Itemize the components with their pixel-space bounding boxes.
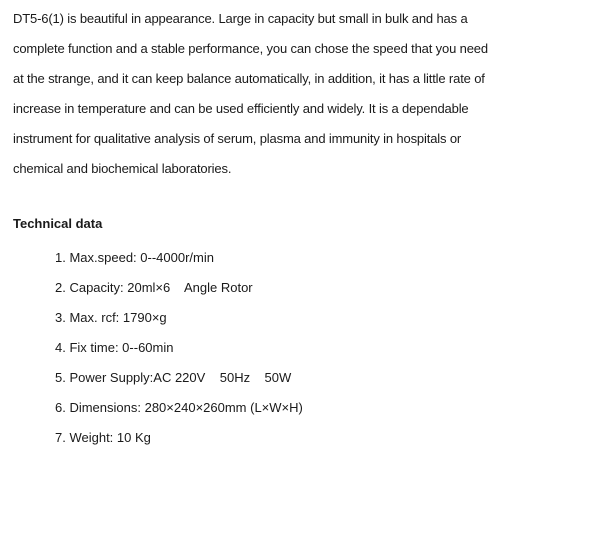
spec-fix-time: 4. Fix time: 0--60min xyxy=(55,340,174,355)
description-line: complete function and a stable performance, you can chose the speed that you need xyxy=(13,41,488,56)
description-line: instrument for qualitative analysis of serum, plasma and immunity in hospitals or xyxy=(13,131,462,146)
description-line: DT5-6(1) is beautiful in appearance. Large in capacity but small in bulk and has a xyxy=(13,11,468,26)
technical-data-list xyxy=(55,243,303,453)
spec-dimensions: 6. Dimensions: 280×240×260mm (L×W×H) xyxy=(55,400,303,415)
description-line: increase in temperature and can be used efficiently and widely. It is a dependable xyxy=(13,101,469,116)
technical-data-heading: Technical data xyxy=(13,216,103,231)
spec-power-supply: 5. Power Supply:AC 220V 50Hz 50W xyxy=(55,370,292,385)
spec-capacity: 2. Capacity: 20ml×6 Angle Rotor xyxy=(55,280,253,295)
spec-weight: 7. Weight: 10 Kg xyxy=(55,430,151,445)
spec-max-speed: 1. Max.speed: 0--4000r/min xyxy=(55,250,214,265)
description-line: at the strange, and it can keep balance automatically, in addition, it has a little rate of xyxy=(13,71,485,86)
product-description xyxy=(13,4,597,184)
spec-max-rcf: 3. Max. rcf: 1790×g xyxy=(55,310,167,325)
description-line: chemical and biochemical laboratories. xyxy=(13,161,232,176)
